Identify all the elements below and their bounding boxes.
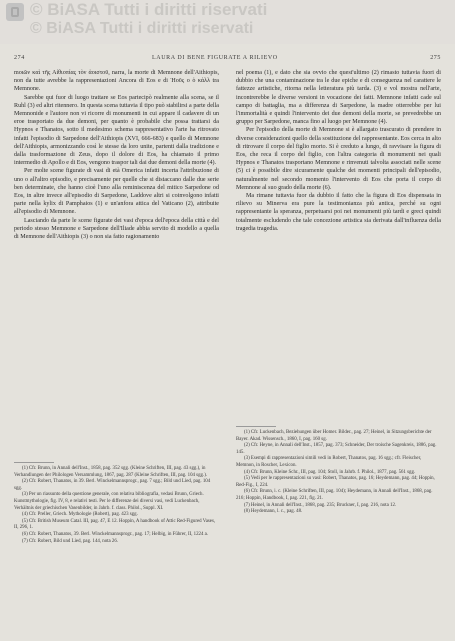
left-text-column <box>14 69 219 241</box>
footnote: (4) Cfr. Preller, Griech. Mythologie (Robert), pag. 423 sgg. <box>22 512 138 518</box>
biasa-logo-icon <box>6 3 24 21</box>
paragraph: nel poema (1), e dato che sia ovvio che quest'ultimo (2) rimasto tuttavia fuori di dubbio che una contaminazione tra le due epiche e di conseguenza nel carattere le fattezze artistiche, ritorna nella letteratura più tarda. (3) e vol mostra nell'arte, incontrerebbe le diverse versioni in vocazione dei fatti. Memnone infatti cade sul campo di battaglia, ma a differenza di Sarpedone, la madre otterrebbe per lui l'immortalità e quindi l'intervento dei due demoni della morte, se prevedrebbe un gruppo per Sarpedone, manca fino al luogo per Memnone (4). <box>236 70 441 126</box>
footnote: (5) Vedi per le rappresentazioni su vasi: Robert, Thanatos, pag. 16; Heydemann, pag. 44; Hoppin, Red-Fig., I, 224. <box>236 476 435 488</box>
footnote: (5) Cfr. British Museum Catal. III, pag. 47, E 12. Hoppin, A handbook of Attic Red-Figured Vases, II, 296, 1. <box>14 518 216 531</box>
footnote: (2) Cfr. Heyne, in Annali dell'Inst., 1857, pag. 373; Schneider, Der troische Sagenkreis, 1886, pag. 145. <box>236 443 437 455</box>
watermark-line-1: © BiASA Tutti i diritti riservati <box>30 0 268 19</box>
footnote: (6) Cfr. Robert, Thanatos, 39. Berl. Winckelmannsprogr., pag. 17; Helbig, in Führer, II, 1224 a. <box>22 531 209 537</box>
running-head <box>14 55 441 65</box>
footnote-rule-right <box>236 426 276 427</box>
footnote: (1) Cfr. Brunn, in Annali dell'Inst., 1858, pag. 352 sgg. (Kleine Schriften, III, pag. 43 sgg.), in Verhandlungen der Philologen Versammlung, 1867, pag. 287 (Kleine Schriften, III, pag. 104 sgg.). <box>14 466 208 478</box>
footnote: (2) Cfr. Robert, Thanatos, in 39. Berl. Winckelmannsprogr., pag. 7 sgg.; Bild und Lied, pag. 104 sgg. <box>14 479 211 491</box>
paragraph: Per molte scene figurate di vasi di età Omerica infatti incerta l'attribuzione di uno o all'altro episodio, e precisamente per quelle che si distaccano dalle due serie ben determinate, che hanno cioè l'uno alla reminiscenza del mitico Sarpedone od Eos, in altre invece all'episodio di Sarpedone, Laddove altri si coinvolgono infatti parte nella kylix di Pamphaios (1) e un'anfora attica del Vaticano (2), attribuite all'episodio di Memnone. <box>14 168 219 216</box>
watermark-banner <box>0 0 455 44</box>
footnote: (3) Per un riassunto della questione generale, con relativa bibliografia, vedasi Brunn, Griech. Kunstmythologie, fig. IV, 8, e relativi testi. Per le differenze dei diversi vasi, vedi Luckenbach, Verhältnis der griechischen Vasenbilder, in Jahrb. f. class. Philol., Suppl. XI. <box>14 492 204 511</box>
footnote: (7) Heinel, in Annali dell'Inst., 1868, pag. 235; Bruckner, I, pag. 216, nota 12. <box>244 502 397 508</box>
page-number-right: 275 <box>430 55 441 61</box>
paragraph: Ma rimane tuttavia fuor da dubbio il fatto che la figura di Eos dispensata in rilievo su Minerva era pure la testimonianza più antica, perché su ogni rappresentante la speranza, perpetuarsi poi nei monumenti più tardi e greci quindi totalmente escludendo che tale concezione artistica sia derivata dall'influenza della tragedia tragedia. <box>236 193 441 232</box>
running-title: LAURA DI BENE FIGURATE A RILIEVO <box>152 55 278 61</box>
right-text-column <box>236 69 441 233</box>
footnotes-left <box>14 466 219 545</box>
footnote: (3) Esempi di rappresentazioni simili vedi in Robert, Thanatos, pag. 16 sgg.; cfr. Fleischer, Memnon, in Roscher, Lexicon. <box>236 456 422 468</box>
logo-mark <box>11 7 19 17</box>
paragraph: moιῶν καὶ τῆς Αἰθιοπίας τὸν ἀοιστοῦ, narra, la morte di Memnone dell'Aithiopis, non da tutte avrebbe la rappresentazioni Ancora di Eos e di Ἠοῦς o ὁ κάλλ tra Memnone. <box>14 70 219 93</box>
footnote-rule-left <box>14 462 54 463</box>
paragraph: Lasciando da parte le scene figurate dei vasi d'epoca dell'epoca della città e del periodo stesso Memnone e Sarpedone dell'Iliade abbia servito di modello a quella di Memnone dell'Aithiopis (3) o non sia fatto ragionamento <box>14 217 219 241</box>
footnote: (8) Heydemann, l. c., pag. 48. <box>244 509 303 515</box>
footnote: (4) Cfr. Brunn, Kleine Schr., III, pag. 104; Stoll, in Jahrb. f. Philol., 1877, pag. 561 sgg. <box>244 469 416 475</box>
footnotes-right <box>236 430 441 516</box>
paragraph: Sarebbe qui fuor di luogo trattare se Eos partecipò realmente alla scena, se il Ruhl (3) ed altri ritennero. In questa scena tuttavia il tipo può stabilirsi a parte della Memnonide e l'autore non vi ricorre di monumenti in cui appare il cadavere di un eroe trasportato da due demoni, per quanto è probabile che possa trattarsi da Hypnos e Thanatos, sotto il medesimo schema rappresentativo l'arte ha ritrovato infatti l'episodio di Sarpedone dell'Aithiopis (XVI, 666-683) e quello di Memnone dell'Aithiopis, armonizzando così le stesse da loro unite, partenti dalla tradizione e dalla trasformazione di Zeus, dopo il dolore di Eos, ha chiamato il primo intermedio di Apollo e di Eos, vengono traspor tali dai due demoni della morte (4). <box>14 94 219 167</box>
paragraph: Per l'episodio della morte di Memnone si è allargato trascurato di prendere in diverse considerazioni quello della sostituzione del rappresentante. Eos cerca in alto di ritrovare il corpo del figlio morto. Si è creduto a lungo, di ravvisare la figura di Eos, che reca il corpo del figlio, con l'altra categoria di monumenti nei quali Hypnos e Thanatos trasportano Memnone e rinvenuti talvolta associati nelle scene (5) ci è possibile dire sicuramente qualche dei momenti principali dell'episodio, naturalmente nel secondo momento l'intervento di Eos che porta il corpo di Memnone al suo grado della morte (6). <box>236 127 441 191</box>
footnote: (7) Cfr. Robert, Bild und Lied, pag. 144, nota 26. <box>22 538 119 544</box>
footnote: (6) Cfr. Brunn, i. c. (Kleine Schriften, III, pag. 104); Heydemann, in Annali dell'Inst., 1868, pag. 216; Hoppin, Handbook, I, pag. 221, fig. 21. <box>236 489 433 501</box>
footnote: (1) Cfr. Luckenbach, Beziehungen über Homer. Bilder., pag. 27; Heinel, in Sitzungsberichte der Bayer. Akad. Wissensch., 1860, I, pag. 160 sg. <box>236 430 432 442</box>
watermark-line-2: © BiASA Tutti i diritti riservati <box>30 20 254 37</box>
page-number-left: 274 <box>14 55 25 61</box>
